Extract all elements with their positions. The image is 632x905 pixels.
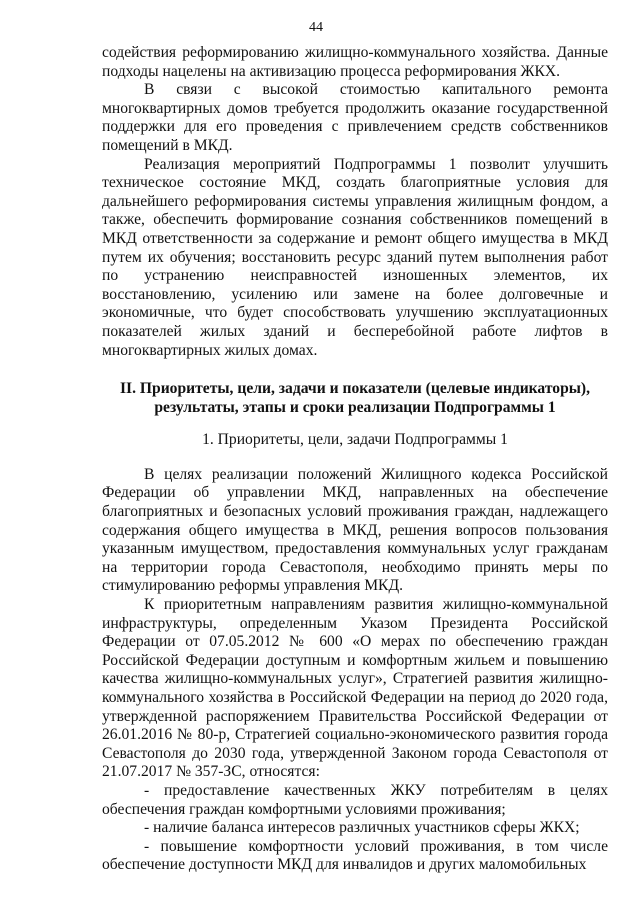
paragraph-capital-repair: В связи с высокой стоимостью капитального ремонта многоквартирных домов требуется продолжить оказание государственной поддержки для его проведения с привлечением средств собственников помещений в МКД. (102, 81, 608, 154)
page-body (102, 44, 608, 875)
section-heading-line1: II. Приоритеты, цели, задачи и показатели (целевые индикаторы), (119, 380, 591, 398)
paragraph-housing-code: В целях реализации положений Жилищного кодекса Российской Федерации об управлении МКД, направленных на обеспечение благоприятных и безопасных условий проживания граждан, надлежащего содержания общего имущества в МКД, решения вопросов пользования указанным имуществом, предоставления коммунальных услуг гражданам на территории города Севастополя, необходимо принять меры по стимулированию реформы управления МКД. (102, 465, 608, 595)
list-item: - предоставление качественных ЖКУ потребителям в целях обеспечения граждан комфортными условиями проживания; (102, 781, 608, 818)
list-item: - наличие баланса интересов различных участников сферы ЖКХ; (144, 819, 580, 837)
paragraph-intro-continuation: содействия реформированию жилищно-коммунального хозяйства. Данные подходы нацелены на активизацию процесса реформирования ЖКХ. (102, 44, 608, 80)
section-heading-line2: результаты, этапы и сроки реализации Подпрограммы 1 (154, 398, 556, 416)
section-heading (102, 380, 608, 417)
paragraph-priority-directions: К приоритетным направлениям развития жилищно-коммунальной инфраструктуры, определенным Указом Президента Российской Федерации от 07.05.2012 № 600 «О мерах по обеспечению граждан Российской Федерации доступным и комфортным жильем и повышению качества жилищно-коммунальных услуг», Стратегией развития жилищно-коммунального хозяйства в Российской Федерации на период до 2020 года, утвержденной распоряжением Правительства Российской Федерации от 26.01.2016 № 80-р, Стратегией социально-экономического развития города Севастополя до 2030 года, утвержденной Законом города Севастополя от 21.07.2017 № 357-ЗС, относятся: (102, 596, 608, 781)
page-number: 44 (309, 20, 323, 35)
subsection-heading: 1. Приоритеты, цели, задачи Подпрограммы 1 (202, 431, 508, 449)
list-item: - повышение комфортности условий проживания, в том числе обеспечение доступности МКД для инвалидов и других маломобильных (102, 837, 608, 874)
paragraph-subprogram-outcomes: Реализация мероприятий Подпрограммы 1 позволит улучшить техническое состояние МКД, создать благоприятные условия для дальнейшего реформирования системы управления жилищным фондом, а также, обеспечить формирование сознания собственников помещений в МКД ответственности за содержание и ремонт общего имущества в МКД путем их обучения; восстановить ресурс зданий путем выполнения работ по устранению неисправностей изношенных элементов, их восстановлению, усилению или замене на более долговечные и экономичные, что будет способствовать улучшению эксплуатационных показателей жилых зданий и бесперебойной работе лифтов в многоквартирных жилых домах. (102, 155, 608, 359)
